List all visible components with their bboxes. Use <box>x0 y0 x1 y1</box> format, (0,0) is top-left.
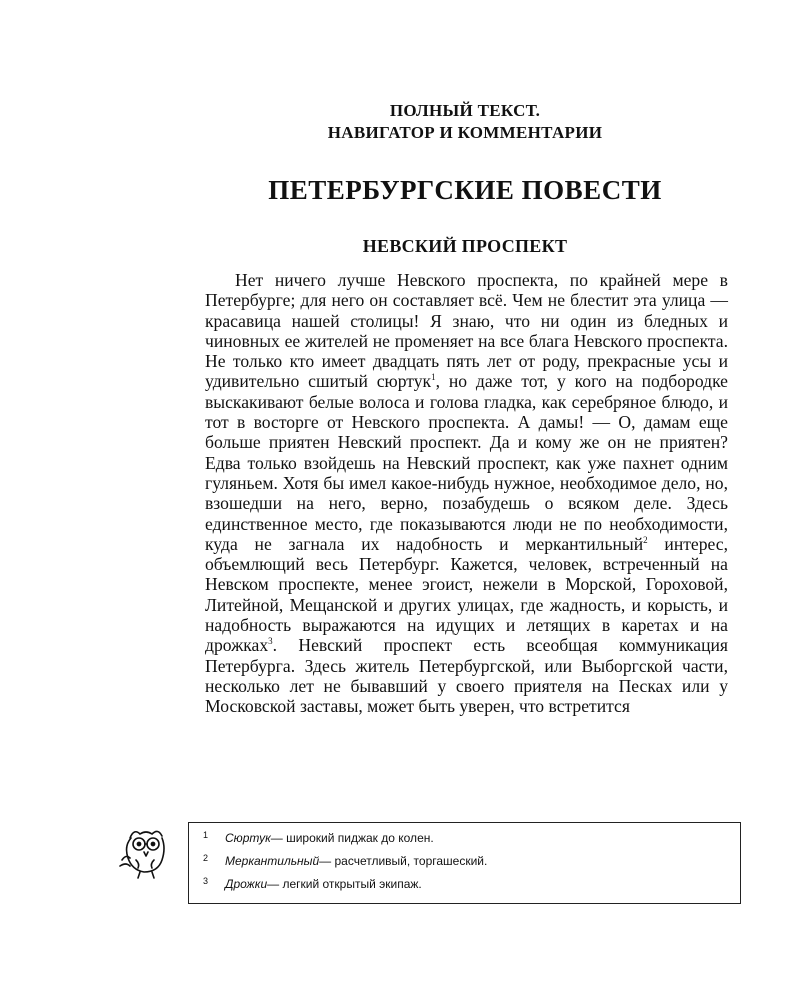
footnote-number: 1 <box>203 830 209 840</box>
running-header <box>205 100 725 144</box>
main-text <box>205 270 728 717</box>
footnote-number: 3 <box>203 876 209 886</box>
footnote-definition: — расчетливый, торгашеский. <box>319 854 488 868</box>
text-run: . Невский проспект есть всеобщая коммуникация Петербурга. Здесь житель Петербургской, или Выборгской части, несколько лет не бывавший у своего приятеля на Песках или у Московской заставы, может быть уверен, что встретится <box>205 635 728 717</box>
footnote-ref-1: 1 <box>431 372 436 383</box>
footnote-definition: — легкий открытый экипаж. <box>267 877 422 891</box>
footnote-number: 2 <box>203 853 209 863</box>
footnote-term: Дрожки <box>225 877 268 891</box>
footnote-term: Меркантильный <box>225 854 320 868</box>
footnote-ref-2: 2 <box>643 535 648 545</box>
header-line-2: НАВИГАТОР И КОММЕНТАРИИ <box>327 123 603 142</box>
footnote-item <box>203 854 740 877</box>
footnotes-box <box>188 822 741 904</box>
chapter-title: НЕВСКИЙ ПРОСПЕКТ <box>362 236 568 256</box>
text-run: , но даже тот, у кого на подбородке выскакивают белые волоса и голова гладка, как серебряное блюдо, и тот в восторге от Невского проспекта. А дамы! — О, дамам еще больше приятен Невский проспект. Да и кому же он не приятен? Едва только взойдешь на Невский проспект, как уже пахнет одним гуляньем. Хотя бы имел какое-нибудь нужное, необходимое дело, но, взошедши на него, верно, позабудешь о всяком деле. Здесь единственное место, где показываются люди не по необходимости, куда не загнала их надобность и меркантильный <box>205 371 728 554</box>
owl-with-glasses-icon <box>118 824 176 880</box>
footnote-item <box>203 831 740 854</box>
footnote-term: Сюртук <box>225 831 271 845</box>
text-run: интерес, объемлющий весь Петербург. Кажется, человек, встреченный на Невском проспекте, менее эгоист, нежели в Морской, Гороховой, Литейной, Мещанской и других улицах, где жадность, и корысть, и надобность выражаются на идущих и летящих в каретах и на дрожках <box>205 533 728 656</box>
paragraph <box>205 270 728 717</box>
footnote-definition: — широкий пиджак до колен. <box>270 831 434 845</box>
book-title: ПЕТЕРБУРГСКИЕ ПОВЕСТИ <box>268 175 662 205</box>
text-run: Нет ничего лучше Невского проспекта, по крайней мере в Петербурге; для него он составляет всё. Чем не блестит эта улица — красавица нашей столицы! Я знаю, что ни один из бледных и чиновных ее жителей не променяет на все блага Невского проспекта. Не только кто имеет двадцать пять лет от роду, прекрасные усы и удивительно сшитый сюртук <box>205 270 728 392</box>
footnote-item <box>203 877 740 900</box>
header-line-1: ПОЛНЫЙ ТЕКСТ. <box>389 101 541 120</box>
footnote-ref-3: 3 <box>268 636 273 647</box>
